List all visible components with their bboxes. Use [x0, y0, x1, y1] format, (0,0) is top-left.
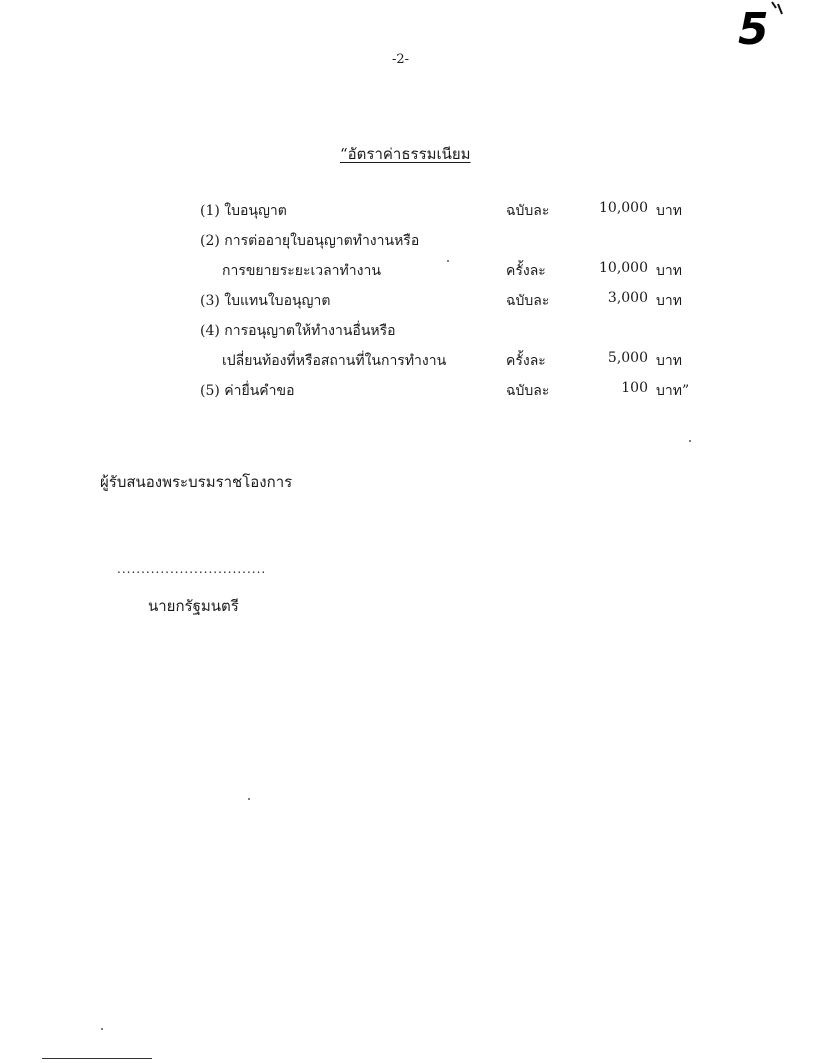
- fee-description: ใบแทนใบอนุญาต: [224, 293, 331, 309]
- signatory-title: นายกรัฐมนตรี: [148, 597, 239, 615]
- fee-amount: 100: [621, 380, 648, 396]
- page-number: -2-: [392, 52, 410, 67]
- fee-description: การอนุญาตให้ทำงานอื่นหรือ: [224, 323, 396, 339]
- fee-amount: 5,000: [607, 350, 648, 366]
- fee-row: [200, 230, 700, 260]
- fee-number: (3): [200, 293, 220, 309]
- fee-number: (2): [200, 233, 220, 249]
- bottom-edge-line: [42, 1058, 152, 1059]
- fee-unit: ฉบับละ: [506, 203, 550, 219]
- fee-currency: บาท: [656, 353, 682, 369]
- fee-number: (5): [200, 383, 220, 399]
- fee-number: (1): [200, 203, 220, 219]
- fee-unit: ครั้งละ: [506, 353, 546, 369]
- fee-label: [200, 200, 287, 222]
- fee-row: [200, 380, 700, 410]
- fee-amount: 10,000: [599, 200, 648, 216]
- fee-label: [200, 320, 396, 342]
- fee-currency: บาท: [656, 293, 682, 309]
- fee-amount: 10,000: [599, 260, 648, 276]
- fee-amount: 3,000: [607, 290, 648, 306]
- handwritten-page-mark: 5: [738, 4, 769, 55]
- fee-row-continuation: [200, 350, 700, 380]
- fee-schedule-heading: “อัตราค่าธรรมเนียม: [340, 145, 471, 163]
- countersign-label: ผู้รับสนองพระบรมราชโองการ: [100, 473, 293, 491]
- fee-unit: ฉบับละ: [506, 383, 550, 399]
- scan-speck: [689, 440, 691, 442]
- fee-unit: ครั้งละ: [506, 263, 546, 279]
- fee-description-continued: เปลี่ยนท้องที่หรือสถานที่ในการทำงาน: [222, 353, 447, 369]
- scan-speck: [447, 260, 449, 262]
- fee-description: ใบอนุญาต: [224, 203, 287, 219]
- fee-label: [200, 380, 295, 402]
- fee-currency: บาท: [656, 203, 682, 219]
- scan-speck: [248, 798, 250, 800]
- fee-description: การต่ออายุใบอนุญาตทำงานหรือ: [224, 233, 420, 249]
- fee-row-continuation: [200, 260, 700, 290]
- fee-currency: บาท: [656, 263, 682, 279]
- fee-label: [200, 230, 419, 252]
- scan-speck: [101, 1028, 103, 1030]
- fee-number: (4): [200, 323, 220, 339]
- fee-row: [200, 200, 700, 230]
- fee-row: [200, 320, 700, 350]
- fee-label: [200, 290, 330, 312]
- fee-schedule-table: [200, 200, 700, 410]
- fee-row: [200, 290, 700, 320]
- fee-description-continued: การขยายระยะเวลาทำงาน: [222, 263, 381, 279]
- fee-unit: ฉบับละ: [506, 293, 550, 309]
- pen-scratch-mark: [770, 0, 784, 16]
- signature-line: ...............................: [117, 562, 267, 576]
- fee-currency: บาท”: [656, 383, 690, 399]
- fee-description: ค่ายื่นคำขอ: [224, 383, 295, 399]
